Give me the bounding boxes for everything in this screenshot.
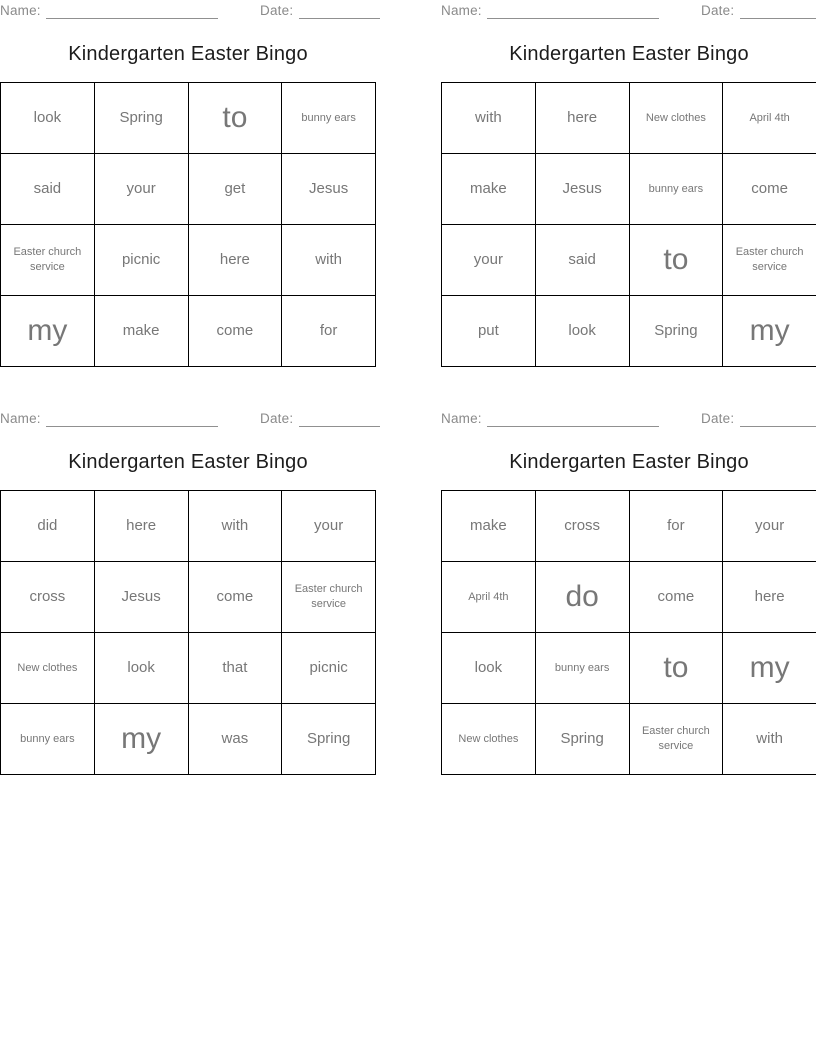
bingo-cell: Spring	[535, 704, 629, 775]
bingo-cell: come	[723, 154, 816, 225]
bingo-cell: with	[442, 83, 536, 154]
bingo-cell: Spring	[629, 296, 723, 367]
card-title: Kindergarten Easter Bingo	[509, 451, 749, 473]
bingo-cell: Easter church service	[1, 225, 95, 296]
bingo-cell: come	[188, 562, 282, 633]
bingo-cell: do	[535, 562, 629, 633]
name-date-row	[441, 0, 816, 24]
bingo-cell: look	[1, 83, 95, 154]
bingo-cell: bunny ears	[1, 704, 95, 775]
bingo-cell: my	[723, 296, 816, 367]
bingo-cell: Easter church service	[723, 225, 816, 296]
bingo-cell: did	[1, 491, 95, 562]
bingo-card	[441, 408, 816, 816]
bingo-grid	[441, 82, 816, 367]
bingo-cell: to	[629, 633, 723, 704]
bingo-cell: Spring	[282, 704, 376, 775]
bingo-cell: here	[723, 562, 816, 633]
bingo-cell: get	[188, 154, 282, 225]
bingo-cell: bunny ears	[282, 83, 376, 154]
bingo-cell: your	[723, 491, 816, 562]
card-title: Kindergarten Easter Bingo	[509, 43, 749, 65]
bingo-cell: come	[188, 296, 282, 367]
bingo-cell: look	[94, 633, 188, 704]
bingo-cell: here	[94, 491, 188, 562]
bingo-cell: Jesus	[94, 562, 188, 633]
bingo-cell: New clothes	[629, 83, 723, 154]
bingo-cell: bunny ears	[629, 154, 723, 225]
name-blank-line	[46, 425, 218, 427]
bingo-cell: New clothes	[1, 633, 95, 704]
bingo-cell: cross	[1, 562, 95, 633]
bingo-grid	[0, 490, 376, 775]
bingo-cell: that	[188, 633, 282, 704]
name-label: Name:	[0, 3, 41, 18]
date-blank-line	[740, 17, 816, 19]
bingo-cell: New clothes	[442, 704, 536, 775]
card-title: Kindergarten Easter Bingo	[68, 43, 308, 65]
bingo-cell: make	[442, 154, 536, 225]
date-label: Date:	[701, 3, 735, 18]
bingo-cell: your	[282, 491, 376, 562]
bingo-card	[0, 0, 376, 408]
bingo-cell: Jesus	[535, 154, 629, 225]
bingo-cell: with	[723, 704, 816, 775]
bingo-cell: my	[94, 704, 188, 775]
name-label: Name:	[0, 411, 41, 426]
bingo-card	[0, 408, 376, 816]
bingo-cell: April 4th	[442, 562, 536, 633]
bingo-cell: put	[442, 296, 536, 367]
bingo-cell: Spring	[94, 83, 188, 154]
date-blank-line	[740, 425, 816, 427]
bingo-cell: here	[535, 83, 629, 154]
bingo-cell: April 4th	[723, 83, 816, 154]
bingo-cell: said	[535, 225, 629, 296]
bingo-cell: with	[188, 491, 282, 562]
name-date-row	[0, 408, 376, 432]
bingo-cell: my	[723, 633, 816, 704]
bingo-cell: picnic	[282, 633, 376, 704]
bingo-cell: make	[94, 296, 188, 367]
bingo-cell: Jesus	[282, 154, 376, 225]
name-label: Name:	[441, 411, 482, 426]
date-blank-line	[299, 17, 380, 19]
date-blank-line	[299, 425, 380, 427]
bingo-grid	[441, 490, 816, 775]
bingo-cell: to	[629, 225, 723, 296]
bingo-grid	[0, 82, 376, 367]
bingo-cell: with	[282, 225, 376, 296]
date-label: Date:	[260, 3, 294, 18]
bingo-cell: Easter church service	[629, 704, 723, 775]
name-date-row	[0, 0, 376, 24]
bingo-cell: for	[629, 491, 723, 562]
bingo-cell: bunny ears	[535, 633, 629, 704]
name-date-row	[441, 408, 816, 432]
bingo-cell: look	[535, 296, 629, 367]
name-label: Name:	[441, 3, 482, 18]
name-blank-line	[487, 17, 659, 19]
name-blank-line	[487, 425, 659, 427]
bingo-cell: your	[94, 154, 188, 225]
date-label: Date:	[701, 411, 735, 426]
bingo-cell: make	[442, 491, 536, 562]
bingo-cell: picnic	[94, 225, 188, 296]
bingo-cell: to	[188, 83, 282, 154]
bingo-cell: my	[1, 296, 95, 367]
card-title: Kindergarten Easter Bingo	[68, 451, 308, 473]
bingo-card	[441, 0, 816, 408]
bingo-cell: look	[442, 633, 536, 704]
bingo-cell: here	[188, 225, 282, 296]
bingo-cell: said	[1, 154, 95, 225]
bingo-cell: come	[629, 562, 723, 633]
date-label: Date:	[260, 411, 294, 426]
name-blank-line	[46, 17, 218, 19]
bingo-cell: for	[282, 296, 376, 367]
bingo-cell: was	[188, 704, 282, 775]
bingo-cell: your	[442, 225, 536, 296]
bingo-cell: cross	[535, 491, 629, 562]
bingo-cell: Easter church service	[282, 562, 376, 633]
